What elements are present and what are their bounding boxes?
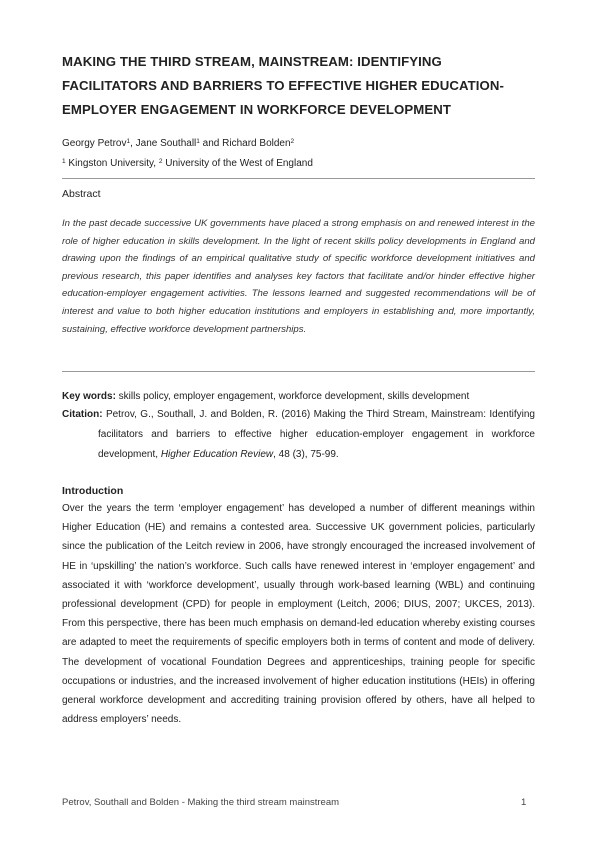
citation-label: Citation: [62, 409, 103, 420]
affiliation-list [62, 157, 313, 171]
abstract-heading: Abstract [62, 188, 101, 200]
keywords-text: skills policy, employer engagement, workforce development, skills development [115, 391, 470, 402]
keywords-label: Key words: [62, 391, 116, 402]
citation-volume: , 48 (3), 75-99. [273, 449, 339, 460]
abstract-bottom-divider [62, 371, 535, 372]
citation-text: Petrov, G., Southall, J. and Bolden, R. (2016) Making the Third Stream, Mainstream: Identifying facilitators and barriers to effective higher education-employer engagement in workforce development, [98, 409, 535, 460]
paper-title: MAKING THE THIRD STREAM, MAINSTREAM: IDENTIFYING FACILITATORS AND BARRIERS TO EFFECTIVE HIGHER EDUCATION-EMPLOYER ENGAGEMENT IN WORKFORCE DEVELOPMENT [62, 54, 505, 117]
affiliation-number: 2 [158, 158, 163, 165]
author-separator: and [199, 138, 223, 149]
abstract-text: In the past decade successive UK governments have placed a strong emphasis on and renewed interest in the role of higher education in skills development. In the light of recent skills policy developments in England and drawing upon the findings of an empirical qualitative study of specific workforce development initiatives and previous research, this paper identifies and analyses key factors that facilitate and/or hinder effective higher education-employer engagement activities. The lessons learned and suggested recommendations will be of interest and value to both higher education institutions and employers in establishing and, more importantly, sustaining, effective workforce development partnerships. [62, 218, 535, 335]
author-list [62, 137, 294, 151]
author-name: Jane Southall [135, 138, 197, 149]
author-separator: , [130, 138, 136, 149]
author-affiliation-mark: 1 [196, 138, 200, 145]
author-affiliation-mark: 1 [126, 138, 131, 145]
abstract-top-divider [62, 178, 535, 179]
citation-block [62, 405, 535, 465]
author-name: Richard Bolden [222, 138, 291, 149]
keywords-line [62, 388, 535, 405]
running-footer: Petrov, Southall and Bolden - Making the third stream mainstream [62, 797, 340, 808]
author-name: Georgy Petrov [62, 138, 127, 149]
affiliation-number: 1 [62, 158, 66, 165]
affiliation-separator: , [153, 158, 159, 169]
affiliation-name: University of the West of England [165, 158, 313, 169]
affiliation-name: Kingston University [68, 158, 154, 169]
author-affiliation-mark: 2 [290, 138, 295, 145]
citation-journal: Higher Education Review [160, 449, 274, 460]
introduction-text: Over the years the term ‘employer engagement’ has developed a number of different meanings within Higher Education (HE) and remains a contested area. Successive UK government policies, particularly since the publication of the Leitch review in 2006, have strongly encouraged the increased involvement of HE in ‘upskilling’ the nation’s workforce. Such calls have renewed interest in ‘employer engagement’ and associated it with ‘workforce development’, usually through work-based learning (WBL) and continuing professional development (CPD) for people in employment (Leitch, 2006; DIUS, 2007; UKCES, 2013). From this perspective, there has been much emphasis on demand-led education whereby existing courses are adapted to meet the requirements of specific employers both in terms of content and mode of delivery. The development of vocational Foundation Degrees and apprenticeships, training people for specific occupations or industries, and the increased involvement of higher education institutions (HEIs) in offering general workforce development and accrediting training provision offered by others, have all helped to address employers’ needs. [62, 503, 535, 726]
introduction-heading: Introduction [62, 485, 124, 497]
page-number: 1 [521, 797, 527, 808]
